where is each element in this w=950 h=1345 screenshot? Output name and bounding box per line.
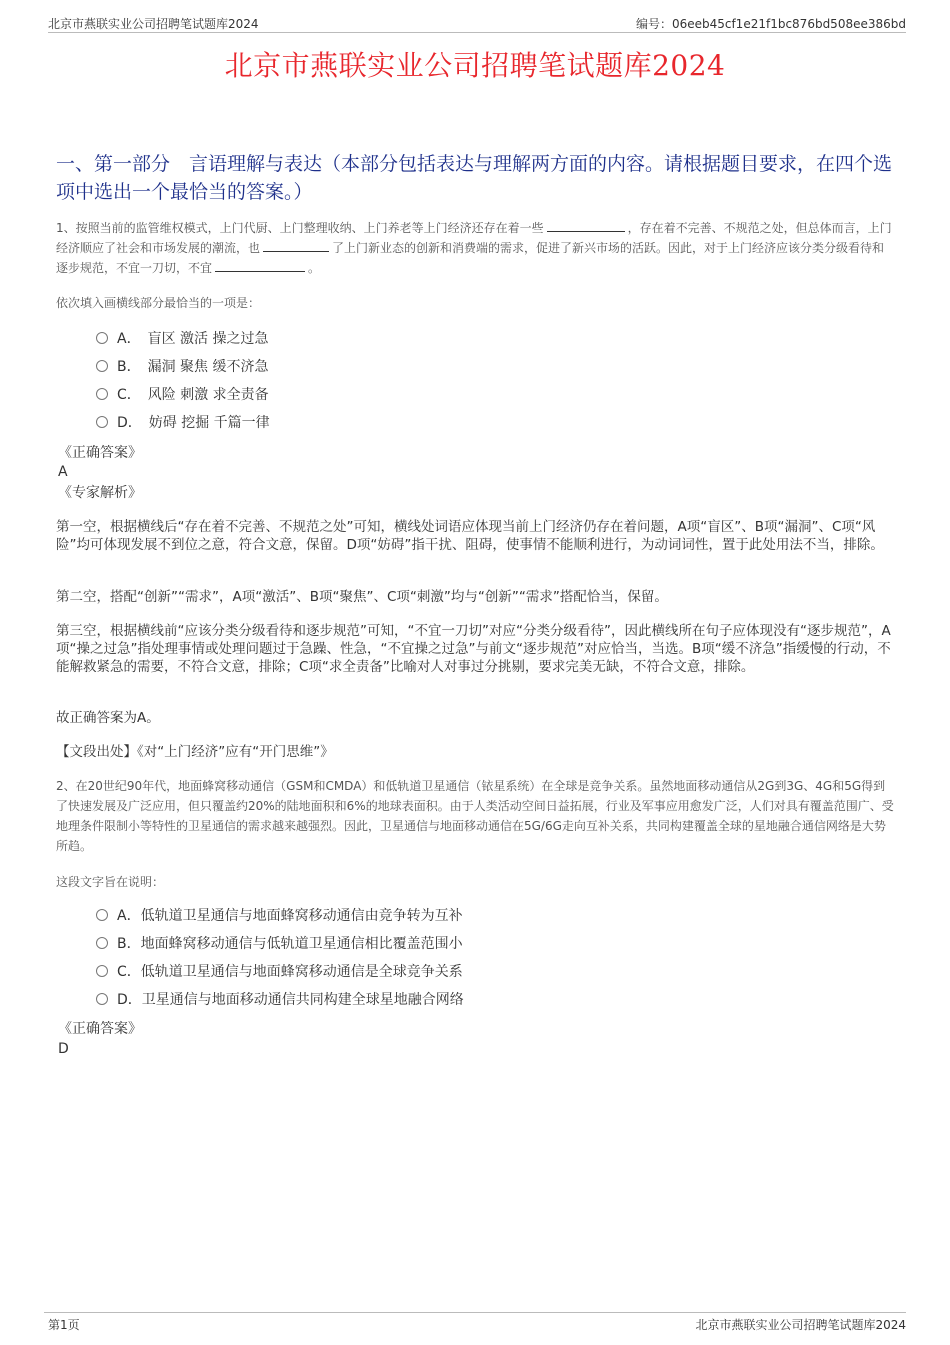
q2-option-c-text: C．低轨道卫星通信与地面蜂窝移动通信是全球竞争关系 [117,964,463,980]
radio-icon[interactable] [96,388,108,400]
page-title: 北京市燕联实业公司招聘笔试题库2024 [224,49,726,82]
q1-option-c[interactable] [96,384,269,406]
q1-option-c-text: C． 风险 刺激 求全责备 [117,387,269,403]
radio-icon[interactable] [96,965,108,977]
q1-analysis-4: 故正确答案为A。 [56,710,160,726]
q1-prompt: 依次填入画横线部分最恰当的一项是： [56,296,261,310]
q1-source: 【文段出处】《对“上门经济”应有“开门思维”》 [56,744,334,760]
q1-blank-2 [263,239,329,252]
q1-option-b-text: B． 漏洞 聚焦 缓不济急 [117,359,269,375]
q1-blank-1 [547,219,625,232]
q1-stem [56,218,896,278]
radio-icon[interactable] [96,332,108,344]
q1-stem-part-1: 1、按照当前的监管维权模式，上门代厨、上门整理收纳、上门养老等上门经济还存在着一些 [56,221,544,235]
footer-doc-name: 北京市燕联实业公司招聘笔试题库2024 [695,1318,906,1332]
header-doc-id: 编号：06eeb45cf1e21f1bc876bd508ee386bd [635,17,906,31]
q1-analysis-3: 第三空，根据横线前“应该分类分级看待和逐步规范”可知，“不宜一刀切”对应“分类分级看待”，因此横线所在句子应体现没有“逐步规范”，A项“操之过急”指处理事情或处理问题过于急躁、性急，“不宜操之过急”与前文“逐步规范”对应恰当，当选。B项“缓不济急”指缓慢的行动，不能解救紧急的需要，不符合文意，排除；C项“求全责备”比喻对人对事过分挑剔，要求完美无缺，不符合文意，排除。 [56,623,891,675]
page-number: 第1页 [48,1318,80,1332]
q2-option-b[interactable] [96,933,463,955]
q2-option-b-text: B．地面蜂窝移动通信与低轨道卫星通信相比覆盖范围小 [117,936,463,952]
q1-stem-part-2: ，存在着不完善、不规范之处，但总体而言，上门经济顺应了社会和市场发展的潮流，也 [56,221,892,255]
section-heading: 一、第一部分 言语理解与表达（本部分包括表达与理解两方面的内容。请根据题目要求，在四个选项中选出一个最恰当的答案。） [56,153,893,203]
q1-option-a-text: A． 盲区 激活 操之过急 [117,331,269,347]
q2-option-d-text: D．卫星通信与地面移动通信共同构建全球星地融合网络 [117,992,464,1008]
q2-option-d[interactable] [96,989,464,1011]
radio-icon[interactable] [96,993,108,1005]
q2-stem: 2、在20世纪90年代，地面蜂窝移动通信（GSM和CMDA）和低轨道卫星通信（铱星系统）在全球是竞争关系。虽然地面移动通信从2G到3G、4G和5G得到了快速发展及广泛应用，但只覆盖约20%的陆地面积和6%的地球表面积。由于人类活动空间日益拓展，行业及军事应用愈发广泛，人们对具有覆盖范围广、受地理条件限制小等特性的卫星通信的需求越来越强烈。因此，卫星通信与地面移动通信在5G/6G走向互补关系，共同构建覆盖全球的星地融合通信网络是大势所趋。 [56,779,894,853]
q2-answer: D [58,1041,69,1057]
radio-icon[interactable] [96,416,108,428]
q1-answer-label: 《正确答案》 [58,445,142,461]
q2-option-a-text: A．低轨道卫星通信与地面蜂窝移动通信由竞争转为互补 [117,908,463,924]
page-footer [44,1312,906,1333]
radio-icon[interactable] [96,360,108,372]
radio-icon[interactable] [96,937,108,949]
header-doc-name: 北京市燕联实业公司招聘笔试题库2024 [48,17,259,31]
q1-blank-3 [215,259,305,272]
page-header [48,14,906,33]
q2-prompt: 这段文字旨在说明： [56,875,165,889]
q1-answer: A [58,464,68,480]
q1-analysis-2: 第二空，搭配“创新”“需求”，A项“激活”、B项“聚焦”、C项“刺激”均与“创新”“需求”搭配恰当，保留。 [56,589,668,605]
q2-answer-label: 《正确答案》 [58,1021,142,1037]
q1-analysis-1: 第一空，根据横线后“存在着不完善、不规范之处”可知，横线处词语应体现当前上门经济仍存在着问题，A项“盲区”、B项“漏洞”、C项“风险”均可体现发展不到位之意，符合文意，保留。D项“妨碍”指干扰、阻碍，使事情不能顺利进行，为动词词性，置于此处用法不当，排除。 [56,519,884,553]
q1-stem-part-4: 。 [308,261,321,275]
q1-stem-part-3: 了上门新业态的创新和消费端的需求，促进了新兴市场的活跃。因此，对于上门经济应该分类分级看待和逐步规范，不宜一刀切，不宜 [56,241,885,275]
q1-option-d-text: D． 妨碍 挖掘 千篇一律 [117,415,270,431]
q1-analysis-label: 《专家解析》 [58,485,142,501]
q1-option-d[interactable] [96,412,270,434]
q2-option-a[interactable] [96,905,463,927]
radio-icon[interactable] [96,909,108,921]
q1-option-b[interactable] [96,356,269,378]
q1-option-a[interactable] [96,328,268,350]
q2-option-c[interactable] [96,961,463,983]
